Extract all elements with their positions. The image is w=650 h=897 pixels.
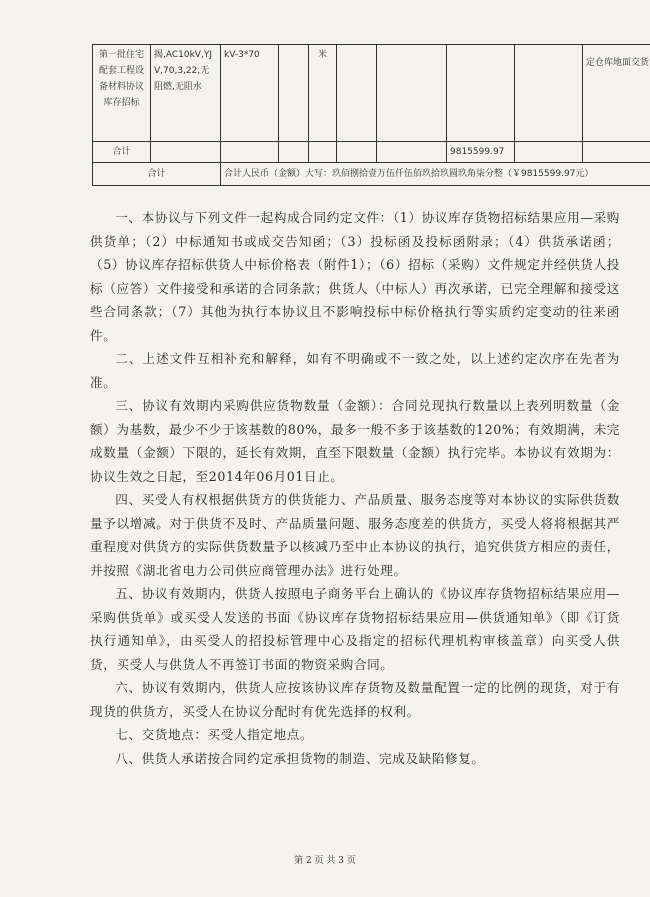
agreement-body [90,206,620,770]
grand-total-text: 合计人民币（金额）大写：玖佰捌拾壹万伍仟伍佰玖拾玖圆玖角柒分整（￥9815599.97元） [221,163,650,186]
empty-cell [515,142,583,163]
clause-2: 二、上述文件互相补充和解释，如有不明确或不一致之处，以上述约定次序在先者为准。 [90,351,620,390]
clause-6: 六、协议有效期内，供货人应按该协议库存货物及数量配置一定的比例的现货，对于有现货的供货方，买受人在协议分配时有优先选择的权利。 [90,680,620,719]
empty-cell [447,45,515,142]
item-model-cell: kV-3*70 [221,45,279,142]
table-row [93,45,650,142]
empty-cell [515,45,583,142]
goods-table [92,44,650,186]
table-row [93,142,650,163]
empty-cell [151,142,221,163]
empty-cell [279,142,309,163]
item-note-cell: 定仓库地面交货 [583,45,650,142]
clause-3: 三、协议有效期内采购供应货物数量（金额）：合同兑现执行数量以上表列明数量（金额）为基数，最少不少于该基数的80%，最多一般不多于该基数的120%；有效期满，未完成数量（金额）下限的，延长有效期，直至下限数量（金额）执行完毕。本协议有效期为：协议生效之日起，至2014年06月01日止。 [90,398,620,484]
empty-cell [377,142,447,163]
empty-cell [583,142,650,163]
empty-cell [221,142,279,163]
clause-4: 四、买受人有权根据供货方的供货能力、产品质量、服务态度等对本协议的实际供货数量予以增减。对于供货不及时、产品质量问题、服务态度差的供货方，买受人将将根据其严重程度对供货方的实际供货数量予以核减乃至中止本协议的执行，追究供货方相应的责任，并按照《湖北省电力公司供应商管理办法》进行处理。 [90,492,620,578]
table-row [93,163,650,186]
item-name-cell: 第一批住宅配套工程设备材料协议库存招标 [93,45,151,142]
empty-cell [337,45,377,142]
clause-7: 七、交货地点：买受人指定地点。 [115,727,314,742]
grand-total-label: 合计 [93,163,221,186]
clause-5: 五、协议有效期内，供货人按照电子商务平台上确认的《协议库存货物招标结果应用—采购供货单》或买受人发送的书面《协议库存货物招标结果应用—供货通知单》（即《订货执行通知单》，由买受人的招投标管理中心及指定的招标代理机构审核盖章）向买受人供货，买受人与供货人不再签订书面的物资采购合同。 [90,586,620,672]
subtotal-amount: 9815599.97 [447,142,515,163]
empty-cell [279,45,309,142]
page-number: 第 2 页 共 3 页 [294,856,356,866]
empty-cell [377,45,447,142]
empty-cell [309,142,337,163]
subtotal-label: 合计 [93,142,151,163]
clause-1: 一、本协议与下列文件一起构成合同约定文件：（1）协议库存货物招标结果应用—采购供货单；（2）中标通知书或成交告知函；（3）投标函及投标函附录；（4）供货承诺函；（5）协议库存招标供货人中标价格表（附件1）；（6）招标（采购）文件规定并经供货人投标（应答）文件接受和承诺的合同条款；供货人（中标人）再次承诺，已完全理解和接受这些合同条款；（7）其他为执行本协议且不影响投标中标价格执行等实质约定变动的往来函件。 [90,210,620,343]
clause-8: 八、供货人承诺按合同约定承担货物的制造、完成及缺陷修复。 [115,750,485,766]
item-unit-cell: 米 [309,45,337,142]
item-spec-cell: 揭,AC10kV,YJV,70,3,22,无阻燃,无阻水 [151,45,221,142]
empty-cell [337,142,377,163]
